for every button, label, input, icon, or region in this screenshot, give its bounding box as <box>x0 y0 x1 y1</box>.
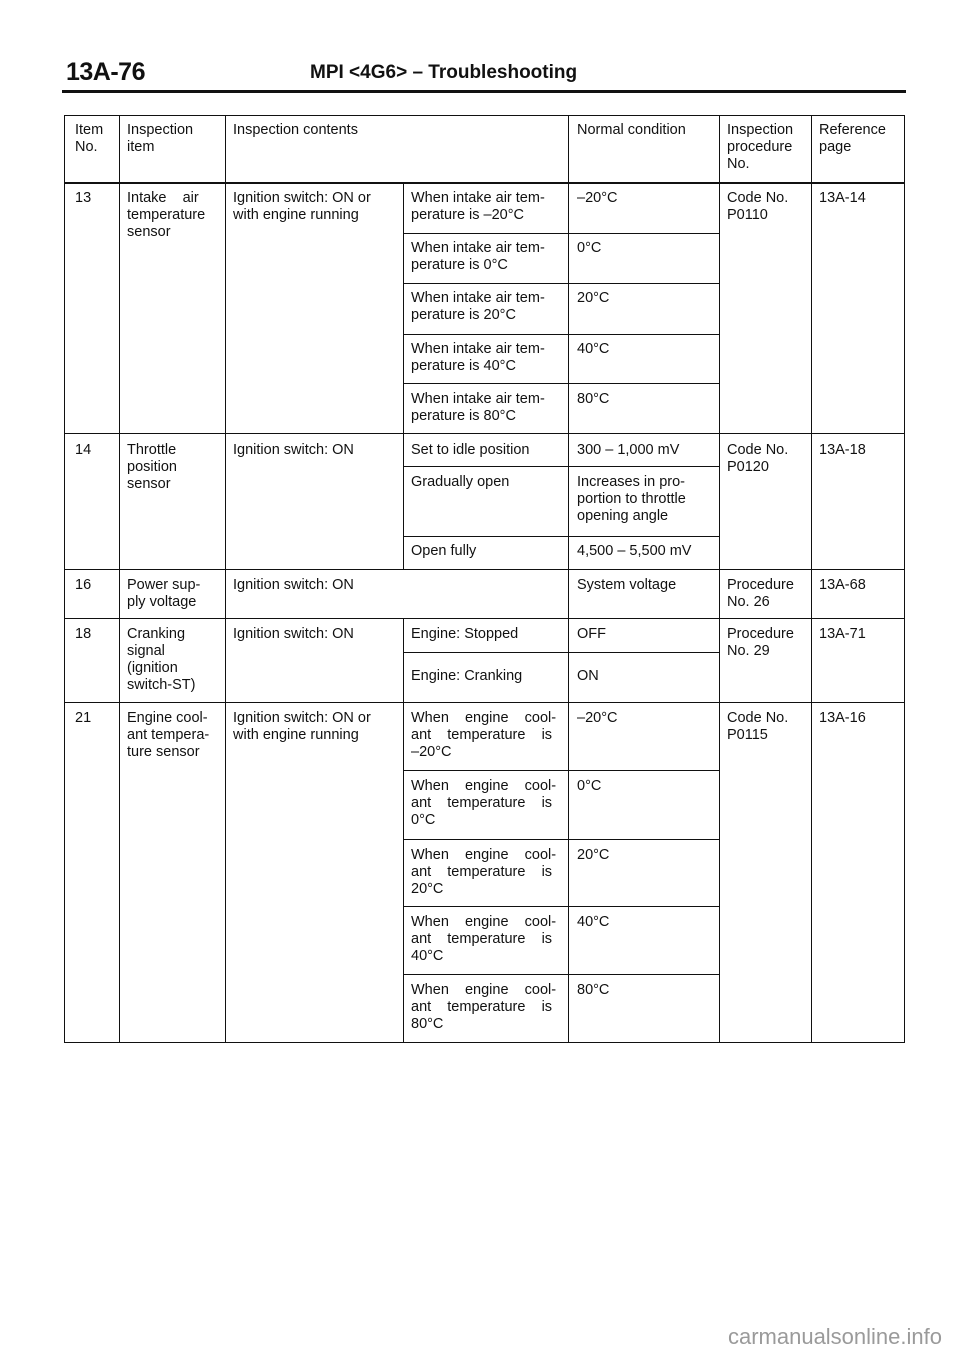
row-18-normal-1: OFF <box>577 626 606 642</box>
row-21-condition-4: When engine cool- ant temperature is 40°C <box>411 914 557 964</box>
row-13-procedure: Code No. P0110 <box>727 190 789 223</box>
subrow-divider <box>403 652 719 653</box>
row-13-condition-1: When intake air tem- perature is –20°C <box>411 190 545 223</box>
inspection-table <box>64 115 905 1043</box>
header-inspection-item: Inspection item <box>127 122 194 155</box>
row-18-no: 18 <box>75 626 92 642</box>
subrow-divider <box>403 839 719 840</box>
row-14-condition-2: Gradually open <box>411 474 510 490</box>
row-divider <box>65 702 904 703</box>
row-13-condition-5: When intake air tem- perature is 80°C <box>411 391 545 424</box>
row-16-no: 16 <box>75 577 92 593</box>
row-14-contents: Ignition switch: ON <box>233 442 354 458</box>
col-divider <box>568 116 569 1042</box>
row-13-normal-3: 20°C <box>577 290 610 306</box>
row-18-procedure: Procedure No. 29 <box>727 626 794 659</box>
row-13-normal-2: 0°C <box>577 240 602 256</box>
header-inspection-contents: Inspection contents <box>233 122 358 138</box>
row-18-condition-1: Engine: Stopped <box>411 626 519 642</box>
row-13-normal-4: 40°C <box>577 341 610 357</box>
header-procedure-no: Inspection procedure No. <box>727 122 794 172</box>
row-21-condition-1: When engine cool- ant temperature is –20°C <box>411 710 557 760</box>
subrow-divider <box>403 770 719 771</box>
row-21-condition-2: When engine cool- ant temperature is 0°C <box>411 778 557 828</box>
row-13-condition-2: When intake air tem- perature is 0°C <box>411 240 545 273</box>
row-21-normal-4: 40°C <box>577 914 610 930</box>
row-divider <box>65 182 904 184</box>
row-16-page: 13A-68 <box>819 577 866 593</box>
row-18-item: Cranking signal (ignition switch-ST) <box>127 626 196 693</box>
subrow-divider <box>403 974 719 975</box>
header-normal-condition: Normal condition <box>577 122 686 138</box>
subrow-divider <box>403 383 719 384</box>
row-21-normal-5: 80°C <box>577 982 610 998</box>
row-divider <box>65 618 904 619</box>
row-14-normal-1: 300 – 1,000 mV <box>577 442 680 458</box>
row-13-page: 13A-14 <box>819 190 866 206</box>
row-divider <box>65 433 904 434</box>
row-21-condition-5: When engine cool- ant temperature is 80°C <box>411 982 557 1032</box>
row-18-normal-2: ON <box>577 668 599 684</box>
row-divider <box>65 569 904 570</box>
subrow-divider <box>403 906 719 907</box>
subrow-divider <box>403 466 719 467</box>
page-title: MPI <4G6> – Troubleshooting <box>310 62 578 83</box>
row-14-condition-1: Set to idle position <box>411 442 530 458</box>
row-13-normal-5: 80°C <box>577 391 610 407</box>
row-16-procedure: Procedure No. 26 <box>727 577 794 610</box>
row-21-page: 13A-16 <box>819 710 866 726</box>
subrow-divider <box>403 334 719 335</box>
row-21-normal-1: –20°C <box>577 710 618 726</box>
row-21-normal-3: 20°C <box>577 847 610 863</box>
row-21-procedure: Code No. P0115 <box>727 710 789 743</box>
row-18-contents: Ignition switch: ON <box>233 626 354 642</box>
row-14-normal-3: 4,500 – 5,500 mV <box>577 543 692 559</box>
header-rule <box>62 90 906 93</box>
row-14-page: 13A-18 <box>819 442 866 458</box>
col-divider <box>119 116 120 1042</box>
row-16-normal: System voltage <box>577 577 677 593</box>
row-13-item: Intake air temperature sensor <box>127 190 206 240</box>
subrow-divider <box>403 536 719 537</box>
row-16-contents: Ignition switch: ON <box>233 577 354 593</box>
row-21-normal-2: 0°C <box>577 778 602 794</box>
row-16-item: Power sup- ply voltage <box>127 577 201 610</box>
col-divider <box>225 116 226 1042</box>
col-divider <box>403 182 404 569</box>
row-14-normal-2: Increases in pro- portion to throttle opening angle <box>577 474 686 524</box>
row-21-contents: Ignition switch: ON or with engine running <box>233 710 371 743</box>
row-21-condition-3: When engine cool- ant temperature is 20°C <box>411 847 557 897</box>
row-13-normal-1: –20°C <box>577 190 618 206</box>
row-14-item: Throttle position sensor <box>127 442 177 492</box>
row-13-no: 13 <box>75 190 92 206</box>
header-reference-page: Reference page <box>819 122 886 155</box>
row-14-condition-3: Open fully <box>411 543 477 559</box>
subrow-divider <box>403 283 719 284</box>
page-number: 13A-76 <box>66 58 145 86</box>
watermark-footer: carmanualsonline.info <box>727 1324 942 1349</box>
row-21-no: 21 <box>75 710 92 726</box>
row-14-procedure: Code No. P0120 <box>727 442 789 475</box>
subrow-divider <box>403 233 719 234</box>
row-13-contents: Ignition switch: ON or with engine running <box>233 190 371 223</box>
col-divider <box>403 618 404 1042</box>
row-21-item: Engine cool- ant tempera- ture sensor <box>127 710 210 760</box>
row-13-condition-3: When intake air tem- perature is 20°C <box>411 290 545 323</box>
row-18-page: 13A-71 <box>819 626 866 642</box>
col-divider <box>719 116 720 1042</box>
row-14-no: 14 <box>75 442 92 458</box>
row-13-condition-4: When intake air tem- perature is 40°C <box>411 341 545 374</box>
col-divider <box>811 116 812 1042</box>
row-18-condition-2: Engine: Cranking <box>411 668 523 684</box>
header-item-no: Item No. <box>75 122 104 155</box>
